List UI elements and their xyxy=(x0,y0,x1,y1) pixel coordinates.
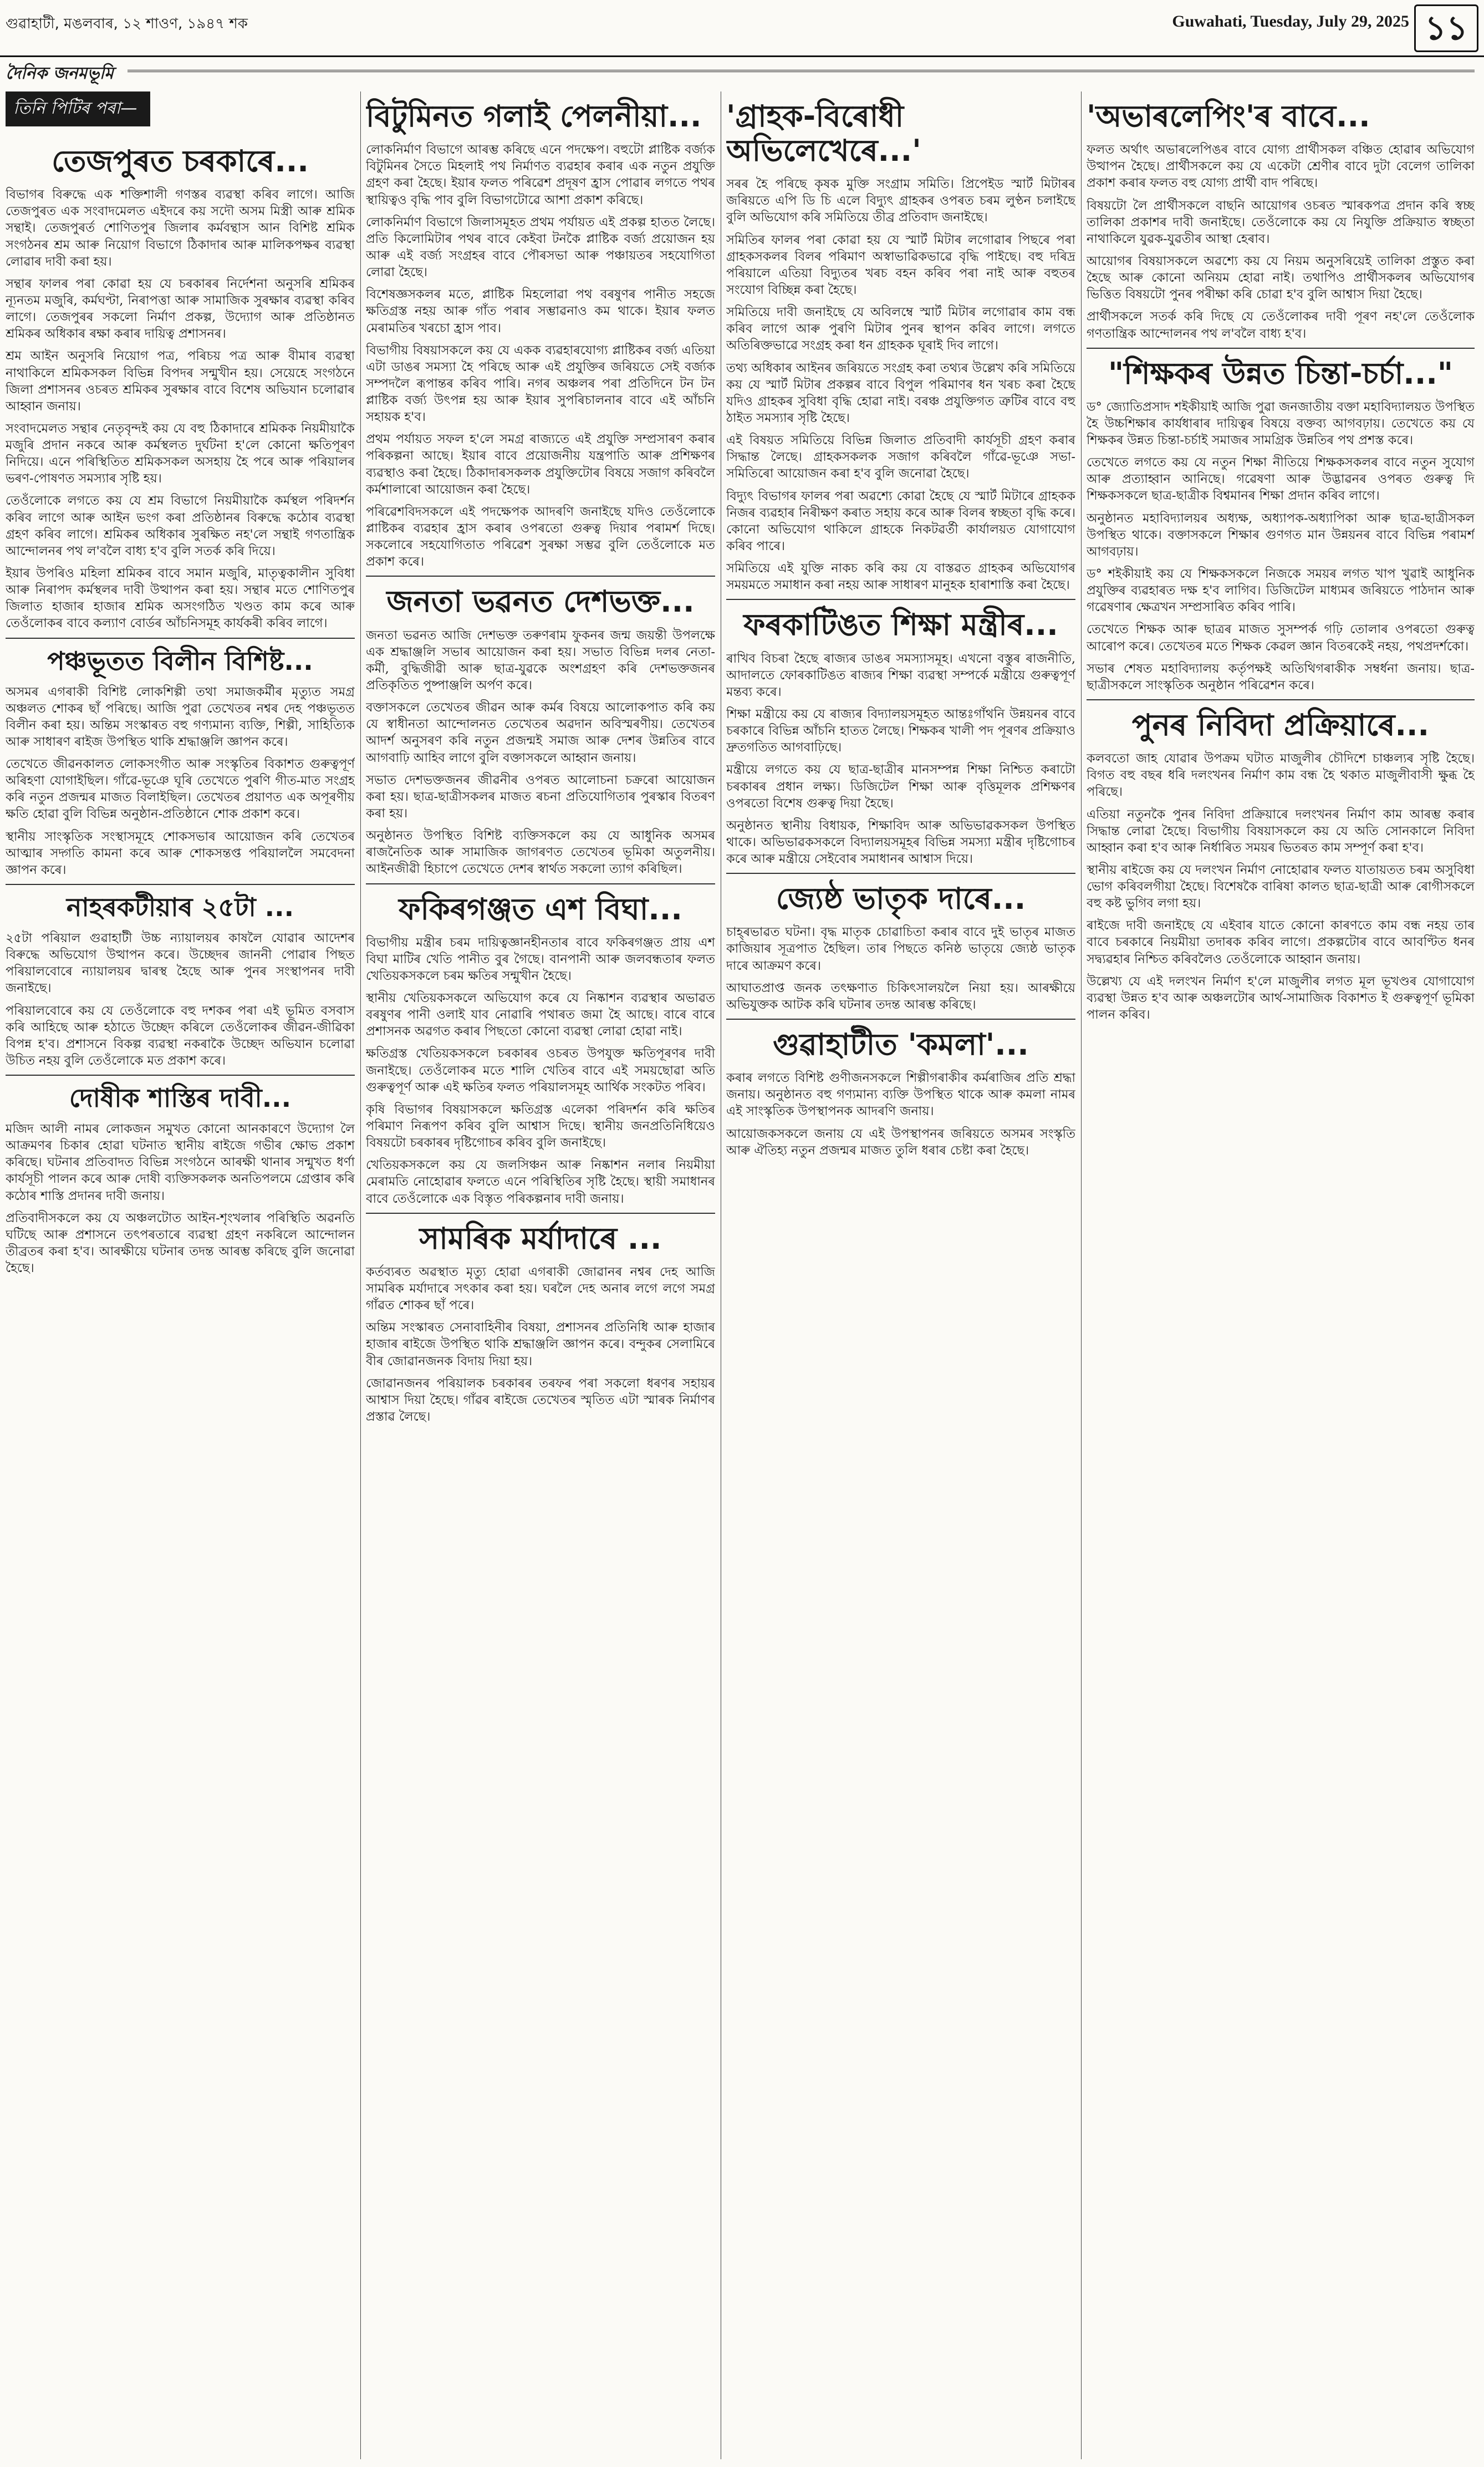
article-paragraph: স্থানীয় খেতিয়কসকলে অভিযোগ কৰে যে নিষ্কাশন ব্যৱস্থাৰ অভাৱত বৰষুণৰ পানী ওলাই যাব নোৱাৰি পথাৰত জমা হৈ আছে। বাৰে বাৰে প্ৰশাসনক অৱগত কৰাৰ পিছতো কোনো ব্যৱস্থা লোৱা হোৱা নাই। xyxy=(366,991,715,1039)
article-divider xyxy=(1087,699,1475,700)
article-paragraph: স্থানীয় সাংস্কৃতিক সংস্থাসমূহে শোকসভাৰ আয়োজন কৰি তেখেতৰ আত্মাৰ সদ্গতি কামনা কৰে আৰু শোকসন্তপ্ত পৰিয়াললৈ সমবেদনা জ্ঞাপন কৰে। xyxy=(6,829,355,877)
article-headline: "শিক্ষকৰ উন্নত চিন্তা-চৰ্চা..." xyxy=(1108,355,1453,391)
article-paragraph: চাহ্‌ৰভাৱত ঘটনা। বৃদ্ধ মাতৃক চোৱাচিতা কৰাৰ বাবে দুই ভাতৃৰ মাজত কাজিয়াৰ সূত্ৰপাত হৈছিল। তাৰ পিছতে কনিষ্ঠ ভাতৃয়ে জ্যেষ্ঠ ভাতৃক দাৰে আক্ৰমণ কৰে। xyxy=(726,925,1075,973)
article-paragraph: আয়োজকসকলে জনায় যে এই উপস্থাপনৰ জৰিয়তে অসমৰ সংস্কৃতি আৰু ঐতিহ্য নতুন প্ৰজন্মৰ মাজত তুলি ধৰাৰ চেষ্টা কৰা হৈছে। xyxy=(726,1126,1075,1158)
article-paragraph: প্ৰথম পৰ্যায়ত সফল হ'লে সমগ্ৰ ৰাজ্যতে এই প্ৰযুক্তি সম্প্ৰসাৰণ কৰাৰ পৰিকল্পনা আছে। ইয়াৰ বাবে প্ৰয়োজনীয় যন্ত্ৰপাতি আৰু প্ৰশিক্ষণৰ ব্যৱস্থাও কৰা হৈছে। ঠিকাদাৰসকলক প্ৰযুক্তিটোৰ বিষয়ে সজাগ কৰিবলৈ কৰ্মশালাৰো আয়োজন কৰা হৈছে। xyxy=(366,432,715,497)
article-teacher-thinking xyxy=(1087,357,1475,694)
column-divider xyxy=(360,91,361,2459)
article-paragraph: ৰাইজে দাবী জনাইছে যে এইবাৰ যাতে কোনো কাৰণতে কাম বন্ধ নহয় তাৰ বাবে চৰকাৰে নিয়মীয়া তদাৰক কৰিব লাগে। প্ৰকল্পটোৰ বাবে আবণ্টিত ধনৰ সদ্ব্যৱহাৰ নিশ্চিত কৰিবলৈও তেওঁলোকে আহ্বান জনায়। xyxy=(1087,918,1475,967)
article-paragraph: শ্ৰম আইন অনুসৰি নিয়োগ পত্ৰ, পৰিচয় পত্ৰ আৰু বীমাৰ ব্যৱস্থা নাথাকিলে শ্ৰমিকসকল বিভিন্ন বিপদৰ সন্মুখীন হয়। সেয়েহে সংগঠনে জিলা প্ৰশাসনৰ ওচৰত শ্ৰমিকৰ সুৰক্ষাৰ বাবে বিশেষ অভিযান চলোৱাৰ আহ্বান জনায়। xyxy=(6,349,355,414)
article-bitumen xyxy=(366,99,715,570)
article-paragraph: ড° শইকীয়াই কয় যে শিক্ষকসকলে নিজকে সময়ৰ লগত খাপ খুৱাই আধুনিক প্ৰযুক্তিৰ ব্যৱহাৰত দক্ষ হ'ব লাগিব। ডিজিটেল মাধ্যমৰ জৰিয়তে পাঠদান আৰু গৱেষণাৰ ক্ষেত্ৰখন সম্প্ৰসাৰিত কৰিব পাৰি। xyxy=(1087,567,1475,615)
article-paragraph: তেখেতে জীৱনকালত লোকসংগীত আৰু সংস্কৃতিৰ বিকাশত গুৰুত্বপূৰ্ণ অৰিহণা যোগাইছিল। গাঁৱে-ভূঞে ঘূৰি তেখেতে পুৰণি গীত-মাত সংগ্ৰহ কৰি নতুন প্ৰজন্মৰ মাজত বিলাইছিল। তেখেতৰ প্ৰয়াণত এক অপূৰণীয় ক্ষতি হোৱা বুলি বিভিন্ন অনুষ্ঠান-প্ৰতিষ্ঠানে শোক প্ৰকাশ কৰে। xyxy=(6,757,355,822)
article-paragraph: বিশেষজ্ঞসকলৰ মতে, প্লাষ্টিক মিহলোৱা পথ বৰষুণৰ পানীত সহজে ক্ষতিগ্ৰস্ত নহয় আৰু গাঁত পৰাৰ সম্ভাৱনাও কম থাকে। ইয়াৰ ফলত মেৰামতিৰ খৰচো হ্ৰাস পাব। xyxy=(366,287,715,335)
continuation-tag: তিনি পিটিৰ পৰা— xyxy=(6,91,150,126)
masthead: দৈনিক জনমভূমি xyxy=(6,64,114,83)
article-paragraph: ইয়াৰ উপৰিও মহিলা শ্ৰমিকৰ বাবে সমান মজুৰি, মাতৃত্বকালীন সুবিধা আৰু নিৰাপদ কৰ্মস্থলৰ দাবী উত্থাপন কৰা হয়। সন্থাৰ মতে শোণিতপুৰ জিলাত হাজাৰ হাজাৰ শ্ৰমিক অসংগঠিত খণ্ডত কাম কৰে আৰু তেওঁলোকৰ বাবে কল্যাণ বোৰ্ডৰ আঁচনিসমূহ কাৰ্যকৰী কৰিব লাগে। xyxy=(6,566,355,631)
article-paragraph: ক্ষতিগ্ৰস্ত খেতিয়কসকলে চৰকাৰৰ ওচৰত উপযুক্ত ক্ষতিপূৰণৰ দাবী জনাইছে। তেওঁলোকৰ মতে শালি খেতিৰ বাবে এই সময়ছোৱা অতি গুৰুত্বপূৰ্ণ আৰু এই ক্ষতিৰ ফলত পৰিয়ালসমূহ আৰ্থিক সংকটত পৰিব। xyxy=(366,1046,715,1095)
article-divider xyxy=(726,1019,1075,1020)
article-paragraph: আঘাতপ্ৰাপ্ত জনক তৎক্ষণাত চিকিৎসালয়লৈ নিয়া হয়। আৰক্ষীয়ে অভিযুক্তক আটক কৰি ঘটনাৰ তদন্ত আৰম্ভ কৰিছে। xyxy=(726,980,1075,1012)
article-headline: নাহৰকটীয়াৰ ২৫টা ... xyxy=(66,892,294,923)
column-1 xyxy=(6,91,355,2459)
article-paragraph: সৰৰ হৈ পৰিছে কৃষক মুক্তি সংগ্ৰাম সমিতি। প্ৰিপেইড স্মাৰ্ট মিটাৰৰ জৰিয়তে এপি ডি চি এলে বিদ্যুৎ গ্ৰাহকৰ ওপৰত চৰম লুণ্ঠন চলাইছে বুলি অভিযোগ কৰি সমিতিয়ে তীব্ৰ প্ৰতিবাদ জনাইছে। xyxy=(726,177,1075,225)
article-paragraph: বিদ্যুৎ বিভাগৰ ফালৰ পৰা অৱশ্যে কোৱা হৈছে যে স্মাৰ্ট মিটাৰে গ্ৰাহকক নিজৰ ব্যৱহাৰ নিৰীক্ষণ কৰাত সহায় কৰে আৰু বিলৰ স্বচ্ছতা বৃদ্ধি কৰে। কোনো অভিযোগ থাকিলে গ্ৰাহকে নিকটৱৰ্তী কাৰ্যালয়ত যোগাযোগ কৰিব পাৰে। xyxy=(726,489,1075,553)
article-headline: 'গ্ৰাহক-বিৰোধী অভিলেখেৰে...' xyxy=(726,99,921,169)
article-paragraph: অন্তিম সংস্কাৰত সেনাবাহিনীৰ বিষয়া, প্ৰশাসনৰ প্ৰতিনিধি আৰু হাজাৰ হাজাৰ ৰাইজে উপস্থিত থাকি শ্ৰদ্ধাঞ্জলি জ্ঞাপন কৰে। বন্দুকৰ সেলামিৰে বীৰ জোৱানজনক বিদায় দিয়া হয়। xyxy=(366,1320,715,1369)
article-paragraph: ২৫টা পৰিয়াল গুৱাহাটী উচ্চ ন্যায়ালয়ৰ কাষলৈ যোৱাৰ আদেশৰ বিৰুদ্ধে অভিযোগ উত্থাপন কৰে। উচ্ছেদৰ জাননী পোৱাৰ পিছত পৰিয়ালবোৰে ন্যায়ালয়ৰ দ্বাৰস্থ হৈছে আৰু পুনৰ সংস্থাপনৰ দাবী জনাইছে। xyxy=(6,930,355,996)
article-paragraph: সমিতিয়ে দাবী জনাইছে যে অবিলম্বে স্মাৰ্ট মিটাৰ লগোৱাৰ কাম বন্ধ কৰিব লাগে আৰু পুৰণি মিটাৰ পুনৰ স্থাপন কৰিব লাগে। লগতে অতিৰিক্তভাৱে সংগ্ৰহ কৰা ধন গ্ৰাহকক ঘূৰাই দিব লাগে। xyxy=(726,305,1075,353)
article-divider xyxy=(1087,348,1475,349)
article-paragraph: তেখেতে লগতে কয় যে নতুন শিক্ষা নীতিয়ে শিক্ষকসকলৰ বাবে নতুন সুযোগ আৰু প্ৰত্যাহ্বান আনিছে। গৱেষণা আৰু উদ্ভাৱনৰ ওপৰত গুৰুত্ব দি শিক্ষকসকলে ছাত্ৰ-ছাত্ৰীক বিশ্বমানৰ শিক্ষা প্ৰদান কৰিব লাগে। xyxy=(1087,455,1475,503)
article-paragraph: কৃষি বিভাগৰ বিষয়াসকলে ক্ষতিগ্ৰস্ত এলেকা পৰিদৰ্শন কৰি ক্ষতিৰ পৰিমাণ নিৰূপণ কৰিব বুলি আশ্বাস দিছে। স্থানীয় জনপ্ৰতিনিধিয়েও বিষয়টো চৰকাৰৰ দৃষ্টিগোচৰ কৰিব বুলি জনাইছে। xyxy=(366,1102,715,1151)
article-overlapping xyxy=(1087,99,1475,342)
article-consumer xyxy=(726,99,1075,593)
article-kamala xyxy=(726,1028,1075,1159)
article-paragraph: ৰাখিব বিচৰা হৈছে ৰাজ্যৰ ডাঙৰ সমস্যাসমূহ। এখনো বস্তুৰ ৰাজনীতি, আদালতে ফোৰকাটিঙত ৰাজ্যৰ শিক্ষা ব্যৱস্থা সম্পৰ্কে মন্ত্ৰীয়ে গুৰুত্বপূৰ্ণ মন্তব্য কৰে। xyxy=(726,651,1075,699)
header-date-assamese: গুৱাহাটী, মঙলবাৰ, ১২ শাওণ, ১৯৪৭ শক xyxy=(6,16,248,32)
article-paragraph: সন্থাৰ ফালৰ পৰা কোৱা হয় যে চৰকাৰৰ নিৰ্দেশনা অনুসৰি শ্ৰমিকৰ ন্যূনতম মজুৰি, কৰ্মঘণ্টা, নিৰাপত্তা আৰু সামাজিক সুৰক্ষাৰ ব্যৱস্থা কৰিব লাগে। তেজপুৰৰ সকলো নিৰ্মাণ প্ৰকল্প, উদ্যোগ আৰু প্ৰতিষ্ঠানত শ্ৰমিকৰ অধিকাৰ ৰক্ষা কৰাৰ দায়িত্ব প্ৰশাসনৰ। xyxy=(6,276,355,342)
article-paragraph: আয়োগৰ বিষয়াসকলে অৱশ্যে কয় যে নিয়ম অনুসৰিয়েই তালিকা প্ৰস্তুত কৰা হৈছে আৰু কোনো অনিয়ম হোৱা নাই। তথাপিও প্ৰাৰ্থীসকলৰ অভিযোগৰ ভিত্তিত বিষয়টো পুনৰ পৰীক্ষা কৰি চোৱা হ'ব বুলি আশ্বাস দিয়া হৈছে। xyxy=(1087,253,1475,302)
article-divider xyxy=(6,638,355,639)
article-divider xyxy=(726,873,1075,874)
article-headline: ফৰকাটিঙত শিক্ষা মন্ত্ৰীৰ... xyxy=(743,607,1058,643)
article-tezpur xyxy=(6,144,355,632)
column-divider xyxy=(1081,91,1082,2459)
article-divider xyxy=(366,1213,715,1214)
header-rule xyxy=(0,55,1484,57)
article-naharkatia xyxy=(6,893,355,1069)
article-paragraph: জোৱানজনৰ পৰিয়ালক চৰকাৰৰ তৰফৰ পৰা সকলো ধৰণৰ সহায়ৰ আশ্বাস দিয়া হৈছে। গাঁৱৰ ৰাইজে তেখেতৰ স্মৃতিত এটা স্মাৰক নিৰ্মাণৰ প্ৰস্তাৱ লৈছে। xyxy=(366,1376,715,1424)
article-divider xyxy=(726,599,1075,600)
masthead-rule xyxy=(128,70,1475,72)
article-divider xyxy=(6,884,355,885)
article-paragraph: মজিদ আলী নামৰ লোকজন সমুখত কোনো আনকাৰণে উদ্যোগ লৈ আক্ৰমণৰ চিকাৰ হোৱা ঘটনাত স্থানীয় ৰাইজে গভীৰ ক্ষোভ প্ৰকাশ কৰিছে। ঘটনাৰ প্ৰতিবাদত বিভিন্ন সংগঠনে আৰক্ষী থানাৰ সন্মুখত ধৰ্ণা কাৰ্যসূচী পালন কৰে আৰু দোষী ব্যক্তিসকলক অনতিপলমে গ্ৰেপ্তাৰ কৰি কঠোৰ শাস্তি প্ৰদানৰ দাবী জনায়। xyxy=(6,1121,355,1203)
article-paragraph: ফলত অৰ্থাৎ অভাৰলেপিঙৰ বাবে যোগ্য প্ৰাৰ্থীসকল বঞ্চিত হোৱাৰ অভিযোগ উত্থাপন হৈছে। প্ৰাৰ্থীসকলে কয় যে একেটা শ্ৰেণীৰ বাবে দুটা বেলেগ তালিকা প্ৰকাশ কৰাৰ ফলত বহু যোগ্য প্ৰাৰ্থী বাদ পৰিছে। xyxy=(1087,143,1475,191)
article-punishment xyxy=(6,1084,355,1276)
article-paragraph: প্ৰাৰ্থীসকলে সতৰ্ক কৰি দিছে যে তেওঁলোকৰ দাবী পূৰণ নহ'লে তেওঁলোক গণতান্ত্ৰিক আন্দোলনৰ পথ ল'বলৈ বাধ্য হ'ব। xyxy=(1087,309,1475,341)
article-forkating xyxy=(726,608,1075,867)
article-paragraph: সভাৰ শেষত মহাবিদ্যালয় কৰ্তৃপক্ষই অতিথিগৰাকীক সম্বৰ্ধনা জনায়। ছাত্ৰ-ছাত্ৰীসকলে সাংস্কৃতিক অনুষ্ঠান পৰিৱেশন কৰে। xyxy=(1087,661,1475,693)
column-3 xyxy=(726,91,1075,2459)
article-headline: জনতা ভৱনত দেশভক্ত... xyxy=(386,584,695,619)
article-elder-brother xyxy=(726,882,1075,1013)
article-headline: বিটুমিনত গলাই পেলনীয়া... xyxy=(366,99,702,134)
article-paragraph: বিষয়টো লৈ প্ৰাৰ্থীসকলে বাছনি আয়োগৰ ওচৰত স্মাৰকপত্ৰ প্ৰদান কৰি স্বচ্ছ তালিকা প্ৰকাশৰ দাবী জনাইছে। তেওঁলোকে কয় যে নিযুক্তি প্ৰক্ৰিয়াত স্বচ্ছতা নাথাকিলে যুৱক-যুৱতীৰ আস্থা হেৰাব। xyxy=(1087,198,1475,246)
page-number: ১১ xyxy=(1414,4,1478,52)
article-paragraph: সংবাদমেলত সন্থাৰ নেতৃবৃন্দই কয় যে বহু ঠিকাদাৰে শ্ৰমিকক নিয়মীয়াকৈ মজুৰি প্ৰদান নকৰে আৰু কৰ্মস্থলত দুৰ্ঘটনা হ'লে কোনো ক্ষতিপূৰণ নিদিয়ে। এনে পৰিস্থিতিত শ্ৰমিকসকল অসহায় হৈ পৰে আৰু পৰিয়ালৰ ভৰণ-পোষণত সমস্যাৰ সৃষ্টি হয়। xyxy=(6,421,355,486)
article-divider xyxy=(6,1075,355,1076)
article-paragraph: এতিয়া নতুনকৈ পুনৰ নিবিদা প্ৰক্ৰিয়াৰে দলংখনৰ নিৰ্মাণ কাম আৰম্ভ কৰাৰ সিদ্ধান্ত লোৱা হৈছে। বিভাগীয় বিষয়াসকলে কয় যে অতি সোনকালে নিবিদা আহ্বান কৰা হ'ব আৰু নিৰ্ধাৰিত সময়ৰ ভিতৰত কাম সম্পূৰ্ণ কৰা হ'ব। xyxy=(1087,807,1475,855)
article-divider xyxy=(366,883,715,884)
article-paragraph: কৰ্তব্যৰত অৱস্থাত মৃত্যু হোৱা এগৰাকী জোৱানৰ নশ্বৰ দেহ আজি সামৰিক মৰ্যাদাৰে সৎকাৰ কৰা হয়। ঘৰলৈ দেহ অনাৰ লগে লগে সমগ্ৰ গাঁৱত শোকৰ ছাঁ পৰে। xyxy=(366,1264,715,1313)
article-paragraph: বিভাগৰ বিৰুদ্ধে এক শক্তিশালী গণস্তৰ ব্যৱস্থা কৰিব লাগে। আজি তেজপুৰত এক সংবাদমেলত এইদৰে কয় সদৌ অসম মিস্ত্ৰী আৰু শ্ৰমিক সন্থাই। তেজপুৰৰ্ত শোণিতপুৰ জিলাৰ কৰ্মবন্থাস আন বিশিষ্ট শ্ৰমিক সংগঠনৰ শ্ৰম আৰু নিয়োগ বিভাগে ঠিকাদাৰ আৰু মালিকপক্ষৰ ব্যৱস্থা লোৱাৰ দাবী কৰা হয়। xyxy=(6,187,355,269)
article-paragraph: অনুষ্ঠানত মহাবিদ্যালয়ৰ অধ্যক্ষ, অধ্যাপক-অধ্যাপিকা আৰু ছাত্ৰ-ছাত্ৰীসকল উপস্থিত থাকে। বক্তাসকলে শিক্ষাৰ গুণগত মান উন্নয়নৰ বাবে বিভিন্ন পৰামৰ্শ আগবঢ়ায়। xyxy=(1087,511,1475,559)
article-divider xyxy=(366,576,715,577)
article-retender xyxy=(1087,708,1475,1023)
article-paragraph: কৰাৰ লগতে বিশিষ্ট গুণীজনসকলে শিল্পীগৰাকীৰ কৰ্মৰাজিৰ প্ৰতি শ্ৰদ্ধা জনায়। অনুষ্ঠানত বহু গণ্যমান্য ব্যক্তি উপস্থিত থাকে আৰু কমলা নামৰ এই সাংস্কৃতিক উপস্থাপনক আদৰণি জনায়। xyxy=(726,1071,1075,1119)
column-2 xyxy=(366,91,715,2459)
article-janata-bhawan xyxy=(366,584,715,877)
article-headline: পুনৰ নিবিদা প্ৰক্ৰিয়াৰে... xyxy=(1131,707,1430,742)
article-headline: সামৰিক মৰ্যাদাৰে ... xyxy=(419,1220,662,1256)
article-paragraph: বিভাগীয় মন্ত্ৰীৰ চৰম দায়িত্বজ্ঞানহীনতাৰ বাবে ফকিৰগঞ্জত প্ৰায় এশ বিঘা মাটিৰ খেতি পানীত বুৰ গৈছে। বানপানী আৰু জলবন্ধতাৰ ফলত খেতিয়কসকলে চৰম ক্ষতিৰ সন্মুখীন হৈছে। xyxy=(366,935,715,983)
article-paragraph: তেওঁলোকে লগতে কয় যে শ্ৰম বিভাগে নিয়মীয়াকৈ কৰ্মস্থল পৰিদৰ্শন কৰিব লাগে আৰু আইন ভংগ কৰা প্ৰতিষ্ঠানৰ বিৰুদ্ধে কঠোৰ ব্যৱস্থা গ্ৰহণ কৰিব লাগে। শ্ৰমিকৰ অধিকাৰ সুৰক্ষিত নহ'লে সন্থাই গণতান্ত্ৰিক আন্দোলনৰ পথ ল'বলৈ বাধ্য হ'ব বুলি সতৰ্ক কৰি দিয়ে। xyxy=(6,494,355,558)
article-headline: 'অভাৰলেপিং'ৰ বাবে... xyxy=(1087,99,1370,134)
article-headline: ফকিৰগঞ্জত এশ বিঘা... xyxy=(399,891,682,927)
article-paragraph: বক্তাসকলে তেখেতৰ জীৱন আৰু কৰ্মৰ বিষয়ে আলোকপাত কৰি কয় যে স্বাধীনতা আন্দোলনত তেখেতৰ অৱদান অবিস্মৰণীয়। তেখেতৰ আদৰ্শ অনুসৰণ কৰি নতুন প্ৰজন্মই সমাজ আৰু দেশৰ উন্নতিৰ বাবে আগবাঢ়ি আহিব লাগে বুলি বক্তাসকলে আহ্বান জনায়। xyxy=(366,700,715,765)
article-paragraph: অসমৰ এগৰাকী বিশিষ্ট লোকশিল্পী তথা সমাজকৰ্মীৰ মৃত্যুত সমগ্ৰ অঞ্চলত শোকৰ ছাঁ পৰিছে। আজি পুৱা তেখেতৰ নশ্বৰ দেহ পঞ্চভূতত বিলীন কৰা হয়। অন্তিম সংস্কাৰত বহু গণ্যমান্য ব্যক্তি, শিল্পী, সাহিত্যিক আৰু সাধাৰণ ৰাইজ উপস্থিত থাকি শ্ৰদ্ধাঞ্জলি জ্ঞাপন কৰে। xyxy=(6,684,355,749)
article-headline: জ্যেষ্ঠ ভাতৃক দাৰে... xyxy=(776,881,1026,917)
article-paragraph: প্ৰতিবাদীসকলে কয় যে অঞ্চলটোত আইন-শৃংখলাৰ পৰিস্থিতি অৱনতি ঘটিছে আৰু প্ৰশাসনে তৎপৰতাৰে ব্যৱস্থা গ্ৰহণ নকৰিলে আন্দোলন তীব্ৰতৰ কৰা হ'ব। আৰক্ষীয়ে ঘটনাৰ তদন্ত আৰম্ভ কৰিছে বুলি জনোৱা হৈছে। xyxy=(6,1210,355,1276)
article-paragraph: তথ্য অধিকাৰ আইনৰ জৰিয়তে সংগ্ৰহ কৰা তথ্যৰ উল্লেখ কৰি সমিতিয়ে কয় যে স্মাৰ্ট মিটাৰ প্ৰকল্পৰ বাবে বিপুল পৰিমাণৰ ধন খৰচ কৰা হৈছে যদিও গ্ৰাহকৰ সুবিধা বৃদ্ধি হোৱা নাই। বৰঞ্চ প্ৰযুক্তিগত ত্ৰুটিৰ বাবে বহু ঠাইত সমস্যাৰ সৃষ্টি হৈছে। xyxy=(726,360,1075,426)
header-date-english: Guwahati, Tuesday, July 29, 2025 xyxy=(1172,12,1409,30)
article-paragraph: কলবতো জাহ যোৱাৰ উপক্ৰম ঘটাত মাজুলীৰ চৌদিশে চাঞ্চল্যৰ সৃষ্টি হৈছে। বিগত বহু বছৰ ধৰি দলংখনৰ নিৰ্মাণ কাম বন্ধ হৈ থকাত মাজুলীবাসী ক্ষুব্ধ হৈ পৰিছে। xyxy=(1087,751,1475,800)
page-header xyxy=(0,0,1484,55)
article-paragraph: ড° জ্যোতিপ্ৰসাদ শইকীয়াই আজি পুৱা জনজাতীয় বক্তা মহাবিদ্যালয়ত উপস্থিত হৈ উচ্চশিক্ষাৰ কাৰ্যধাৰাৰ দায়িত্বৰ বিষয়ে বক্তব্য আগবঢ়ায়। তেখেতে কয় যে শিক্ষকৰ উন্নত চিন্তা-চৰ্চাই সমাজৰ সামগ্ৰিক উন্নতিৰ পথ প্ৰশস্ত কৰে। xyxy=(1087,399,1475,448)
article-headline: দোষীক শাস্তিৰ দাবী... xyxy=(69,1083,292,1113)
article-paragraph: শিক্ষা মন্ত্ৰীয়ে কয় যে ৰাজ্যৰ বিদ্যালয়সমূহত আন্তঃগাঁথনি উন্নয়নৰ বাবে চৰকাৰে বিভিন্ন আঁচনি হাতত লৈছে। শিক্ষকৰ খালী পদ পূৰণৰ প্ৰক্ৰিয়াও দ্ৰুতগতিত আগবাঢ়িছে। xyxy=(726,706,1075,755)
article-fakirganj xyxy=(366,892,715,1207)
article-headline: গুৱাহাটীত 'কমলা'... xyxy=(773,1027,1029,1062)
article-paragraph: খেতিয়কসকলে কয় যে জলসিঞ্চন আৰু নিষ্কাশন নলাৰ নিয়মীয়া মেৰামতি নোহোৱাৰ ফলতে এনে পৰিস্থিতিৰ সৃষ্টি হৈছে। স্থায়ী সমাধানৰ বাবে তেওঁলোকে এক বিস্তৃত পৰিকল্পনাৰ দাবী জনায়। xyxy=(366,1158,715,1206)
article-paragraph: লোকনিৰ্মাণ বিভাগে আৰম্ভ কৰিছে এনে পদক্ষেপ। বহুটো প্লাষ্টিক বৰ্জ্যক বিটুমিনৰ সৈতে মিহলাই পথ নিৰ্মাণত ব্যৱহাৰ কৰাৰ এক নতুন প্ৰযুক্তি গ্ৰহণ কৰা হৈছে। ইয়াৰ ফলত পৰিৱেশ প্ৰদূষণ হ্ৰাস পোৱাৰ লগতে পথৰ স্থায়িত্বও বৃদ্ধি পাব বুলি বিভাগটোৱে আশা প্ৰকাশ কৰিছে। xyxy=(366,143,715,207)
article-military-honour xyxy=(366,1222,715,1425)
article-paragraph: উল্লেখ্য যে এই দলংখন নিৰ্মাণ হ'লে মাজুলীৰ লগত মূল ভূখণ্ডৰ যোগাযোগ ব্যৱস্থা উন্নত হ'ব আৰু অঞ্চলটোৰ আৰ্থ-সামাজিক বিকাশত ই গুৰুত্বপূৰ্ণ ভূমিকা পালন কৰিব। xyxy=(1087,974,1475,1023)
article-paragraph: এই বিষয়ত সমিতিয়ে বিভিন্ন জিলাত প্ৰতিবাদী কাৰ্যসূচী গ্ৰহণ কৰাৰ সিদ্ধান্ত লৈছে। গ্ৰাহকসকলক সজাগ কৰিবলৈ গাঁৱে-ভূঞে সভা-সমিতিৰো আয়োজন কৰা হ'ব বুলি জনোৱা হৈছে। xyxy=(726,433,1075,481)
article-panchabhut xyxy=(6,647,355,878)
column-4 xyxy=(1087,91,1475,2459)
article-paragraph: অনুষ্ঠানত স্থানীয় বিধায়ক, শিক্ষাবিদ আৰু অভিভাৱকসকল উপস্থিত থাকে। অভিভাৱকসকলে বিদ্যালয়সমূহৰ বিভিন্ন সমস্যা মন্ত্ৰীৰ দৃষ্টিগোচৰ কৰে আৰু মন্ত্ৰীয়ে সেইবোৰ সমাধানৰ আশ্বাস দিয়ে। xyxy=(726,818,1075,867)
article-paragraph: স্থানীয় ৰাইজে কয় যে দলংখন নিৰ্মাণ নোহোৱাৰ ফলত যাতায়তত চৰম অসুবিধা ভোগ কৰিবলগীয়া হৈছে। বিশেষকৈ বাৰিষা কালত ছাত্ৰ-ছাত্ৰী আৰু ৰোগীসকলে বহু কষ্ট ভুগিব লগা হয়। xyxy=(1087,862,1475,911)
article-paragraph: পৰিয়ালবোৰে কয় যে তেওঁলোকে বহু দশকৰ পৰা এই ভূমিত বসবাস কৰি আহিছে আৰু হঠাতে উচ্ছেদ কৰিলে তেওঁলোকৰ জীৱন-জীৱিকা বিপন্ন হ'ব। প্ৰশাসনে বিকল্প ব্যৱস্থা নকৰাকৈ উচ্ছেদ অভিযান চলোৱা উচিত নহয় বুলি তেওঁলোকে মত প্ৰকাশ কৰে। xyxy=(6,1003,355,1068)
article-paragraph: মন্ত্ৰীয়ে লগতে কয় যে ছাত্ৰ-ছাত্ৰীৰ মানসম্পন্ন শিক্ষা নিশ্চিত কৰাটো চৰকাৰৰ প্ৰধান লক্ষ্য। ডিজিটেল শিক্ষা আৰু বৃত্তিমূলক প্ৰশিক্ষণৰ ওপৰতো বিশেষ গুৰুত্ব দিয়া হৈছে। xyxy=(726,762,1075,811)
article-paragraph: পৰিৱেশবিদসকলে এই পদক্ষেপক আদৰণি জনাইছে যদিও তেওঁলোকে প্লাষ্টিকৰ ব্যৱহাৰ হ্ৰাস কৰাৰ ওপৰতো গুৰুত্ব দিয়াৰ পৰামৰ্শ দিছে। সকলোৰে সহযোগিতাত পৰিৱেশ সুৰক্ষা সম্ভৱ বুলি তেওঁলোকে মত প্ৰকাশ কৰে। xyxy=(366,504,715,569)
article-paragraph: বিভাগীয় বিষয়াসকলে কয় যে একক ব্যৱহাৰযোগ্য প্লাষ্টিকৰ বৰ্জ্য এতিয়া এটা ডাঙৰ সমস্যা হৈ পৰিছে আৰু এই প্ৰযুক্তিৰ জৰিয়তে সেই বৰ্জ্যক সম্পদলৈ ৰূপান্তৰ কৰিব পাৰি। নগৰ অঞ্চলৰ পৰা প্ৰতিদিনে টন টন প্লাষ্টিক বৰ্জ্য উৎপন্ন হয় আৰু ইয়াৰ সুপৰিচালনাৰ বাবে এই আঁচনি সহায়ক হ'ব। xyxy=(366,343,715,425)
article-paragraph: তেখেতে শিক্ষক আৰু ছাত্ৰৰ মাজত সুসম্পৰ্ক গঢ়ি তোলাৰ ওপৰতো গুৰুত্ব আৰোপ কৰে। তেখেতৰ মতে শিক্ষক কেৱল জ্ঞান বিতৰকেই নহয়, পথপ্ৰদৰ্শকো। xyxy=(1087,622,1475,654)
article-headline: পঞ্চভূতত বিলীন বিশিষ্ট... xyxy=(47,645,313,676)
article-headline: তেজপুৰত চৰকাৰে... xyxy=(52,144,309,179)
article-paragraph: সমিতিৰ ফালৰ পৰা কোৱা হয় যে স্মাৰ্ট মিটাৰ লগোৱাৰ পিছৰে পৰা গ্ৰাহকসকলৰ বিলৰ পৰিমাণ অস্বাভাৱিকভাৱে বৃদ্ধি পাইছে। বহু দৰিদ্ৰ পৰিয়ালে এতিয়া বিদ্যুতৰ খৰচ বহন কৰিব পৰা নাই আৰু বহুতৰ সংযোগ বিচ্ছিন্ন কৰা হৈছে। xyxy=(726,232,1075,298)
article-paragraph: সমিতিয়ে এই যুক্তি নাকচ কৰি কয় যে বাস্তৱত গ্ৰাহকৰ অভিযোগৰ সময়মতে সমাধান কৰা নহয় আৰু সাধাৰণ মানুহক হাৰাশাস্তি কৰা হৈছে। xyxy=(726,561,1075,593)
article-paragraph: জনতা ভৱনত আজি দেশভক্ত তৰুণৰাম ফুকনৰ জন্ম জয়ন্তী উপলক্ষে এক শ্ৰদ্ধাঞ্জলি সভাৰ আয়োজন কৰা হয়। সভাত বিভিন্ন দলৰ নেতা-কৰ্মী, বুদ্ধিজীৱী আৰু ছাত্ৰ-যুৱকে অংশগ্ৰহণ কৰি দেশভক্তজনৰ প্ৰতিকৃতিত পুষ্পাঞ্জলি অৰ্পণ কৰে। xyxy=(366,628,715,693)
article-paragraph: লোকনিৰ্মাণ বিভাগে জিলাসমূহত প্ৰথম পৰ্যায়ত এই প্ৰকল্প হাতত লৈছে। প্ৰতি কিলোমিটাৰ পথৰ বাবে কেইবা টনকৈ প্লাষ্টিক বৰ্জ্য প্ৰয়োজন হয় আৰু এই বৰ্জ্য সংগ্ৰহৰ বাবে পৌৰসভা আৰু পঞ্চায়তৰ সহযোগিতা লোৱা হৈছে। xyxy=(366,215,715,280)
article-paragraph: সভাত দেশভক্তজনৰ জীৱনীৰ ওপৰত আলোচনা চক্ৰৰো আয়োজন কৰা হয়। ছাত্ৰ-ছাত্ৰীসকলৰ মাজত ৰচনা প্ৰতিযোগিতাৰ পুৰস্কাৰ বিতৰণ কৰা হয়। xyxy=(366,772,715,821)
article-paragraph: অনুষ্ঠানত উপস্থিত বিশিষ্ট ব্যক্তিসকলে কয় যে আধুনিক অসমৰ ৰাজনৈতিক আৰু সামাজিক জাগৰণত তেখেতৰ ভূমিকা অতুলনীয়। আইনজীৱী হিচাপে তেখেতে দেশৰ স্বাৰ্থত সকলো ত্যাগ কৰিছিল। xyxy=(366,828,715,877)
